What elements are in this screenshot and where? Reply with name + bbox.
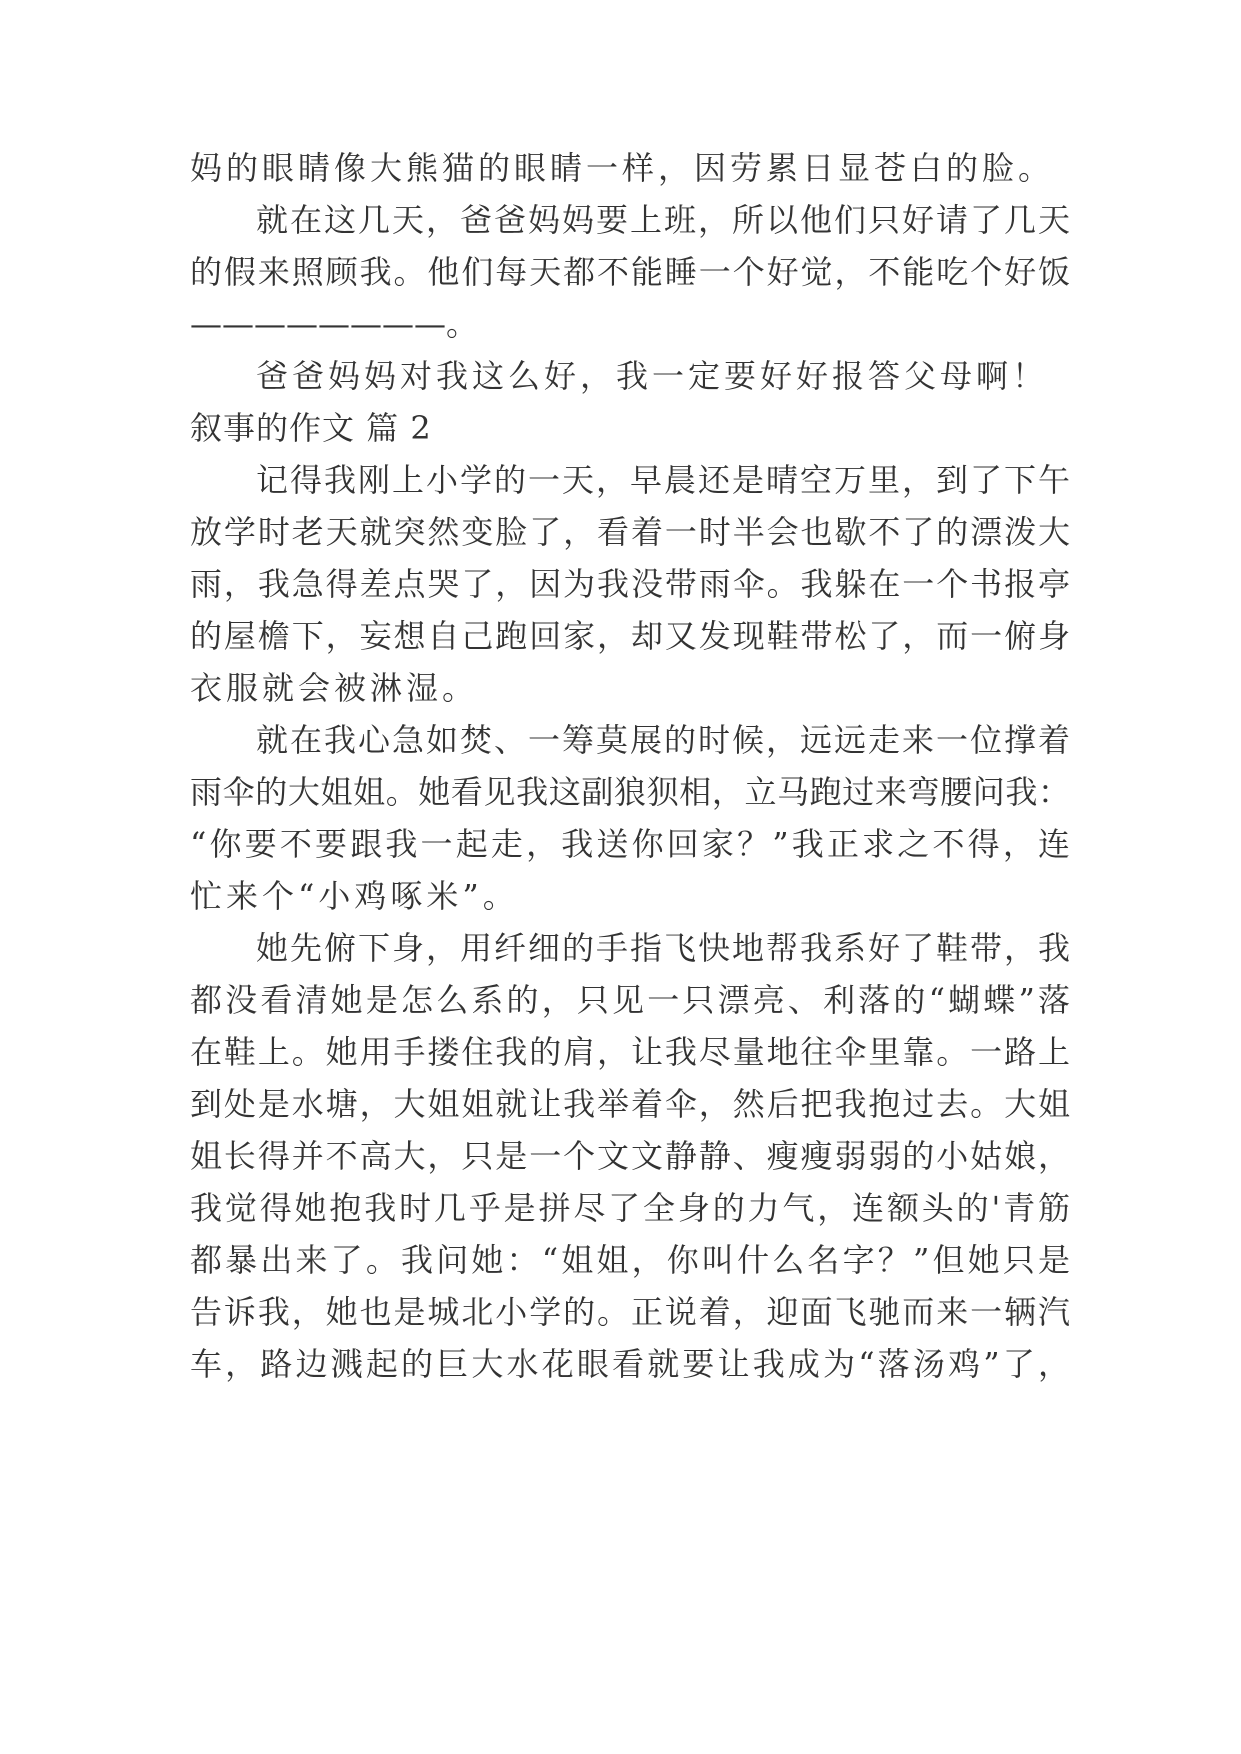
- paragraph-first-line: 爸爸妈妈对我这么好，我一定要好好报答父母啊！: [256, 357, 1049, 395]
- section-heading: 叙事的作文 篇 2: [190, 409, 432, 447]
- text-line: 放学时老天就突然变脸了，看着一时半会也歇不了的漂泼大: [190, 513, 1070, 551]
- text-line: 妈的眼睛像大熊猫的眼睛一样，因劳累日显苍白的脸。: [190, 149, 1055, 187]
- text-line: 都暴出来了。我问她：“姐姐，你叫什么名字？”但她只是: [190, 1241, 1070, 1279]
- text-line: 告诉我，她也是城北小学的。正说着，迎面飞驰而来一辆汽: [190, 1293, 1070, 1331]
- text-line: 衣服就会被淋湿。: [190, 669, 479, 707]
- text-line: “你要不要跟我一起走，我送你回家？”我正求之不得，连: [190, 825, 1070, 863]
- text-line: 雨伞的大姐姐。她看见我这副狼狈相，立马跑过来弯腰问我：: [190, 773, 1070, 811]
- text-line: 姐长得并不高大，只是一个文文静静、瘦瘦弱弱的小姑娘，: [190, 1137, 1070, 1175]
- text-line: 车，路边溅起的巨大水花眼看就要让我成为“落汤鸡”了，: [190, 1345, 1070, 1383]
- text-line: ————————。: [190, 305, 479, 343]
- text-line: 都没看清她是怎么系的，只见一只漂亮、利落的“蝴蝶”落: [190, 981, 1070, 1019]
- paragraph-first-line: 她先俯下身，用纤细的手指飞快地帮我系好了鞋带，我: [256, 929, 1070, 967]
- paragraph-first-line: 就在这几天，爸爸妈妈要上班，所以他们只好请了几天: [256, 201, 1070, 239]
- text-line: 的屋檐下，妄想自己跑回家，却又发现鞋带松了，而一俯身: [190, 617, 1070, 655]
- paragraph-first-line: 就在我心急如焚、一筹莫展的时候，远远走来一位撑着: [256, 721, 1070, 759]
- text-line: 到处是水塘，大姐姐就让我举着伞，然后把我抱过去。大姐: [190, 1085, 1070, 1123]
- text-line: 的假来照顾我。他们每天都不能睡一个好觉，不能吃个好饭: [190, 253, 1070, 291]
- text-line: 雨，我急得差点哭了，因为我没带雨伞。我躲在一个书报亭: [190, 565, 1070, 603]
- text-line: 在鞋上。她用手搂住我的肩，让我尽量地往伞里靠。一路上: [190, 1033, 1070, 1071]
- paragraph-first-line: 记得我刚上小学的一天，早晨还是晴空万里，到了下午: [256, 461, 1070, 499]
- text-line: 忙来个“小鸡啄米”。: [190, 877, 519, 915]
- text-line: 我觉得她抱我时几乎是拼尽了全身的力气，连额头的'青筋: [190, 1189, 1070, 1227]
